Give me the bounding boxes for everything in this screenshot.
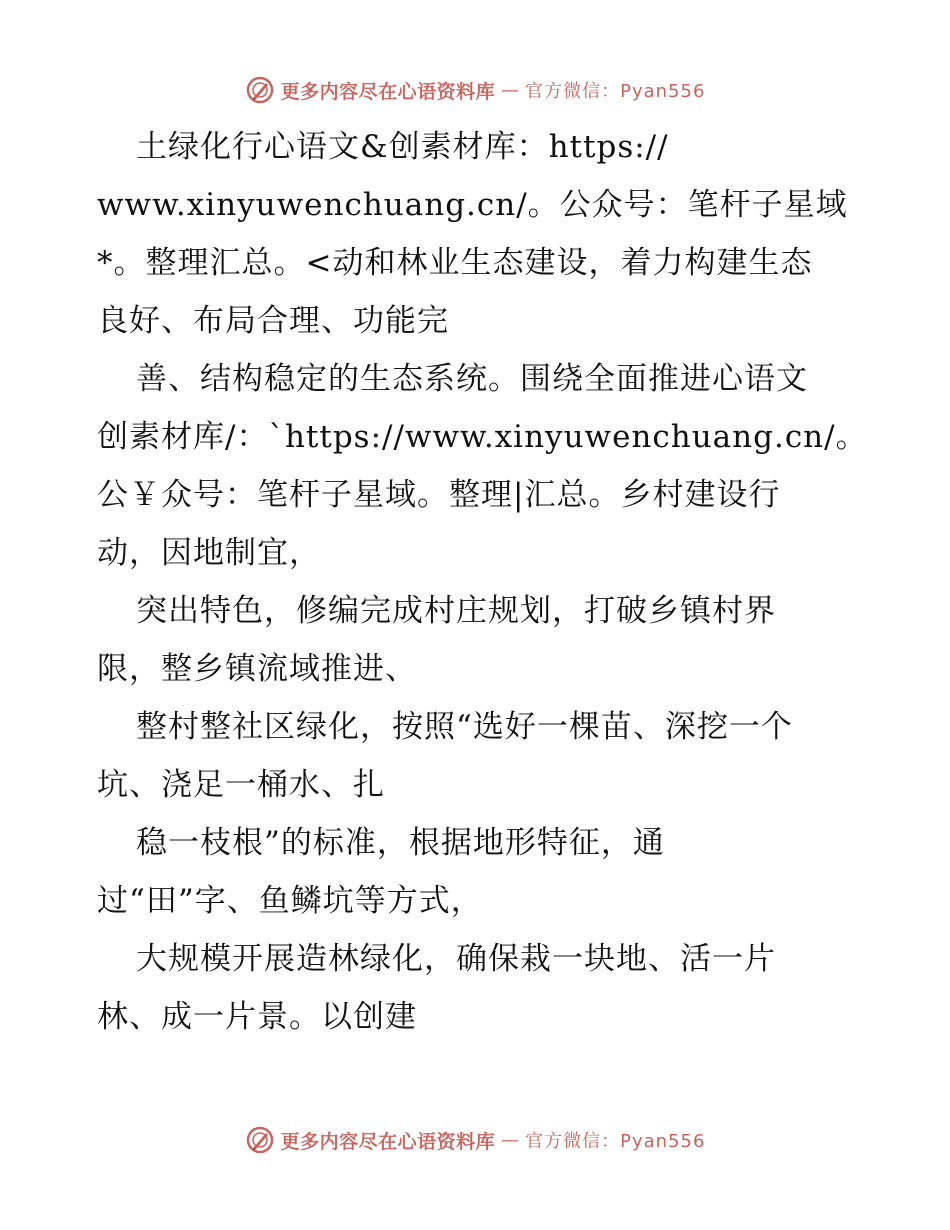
body-line: 土绿化行心语文&创素材库：https:// [136,129,669,165]
body-line: www.xinyuwenchuang.cn/。公众号：笔杆子星域 [97,187,848,223]
body-line: 整村整社区绿化，按照“选好一棵苗、深挖一个 [136,709,793,745]
body-line: 林、成一片景。以创建 [97,999,417,1035]
body-line: 坑、浇足一桶水、扎 [97,767,385,803]
body-line: 大规模开展造林绿化，确保栽一块地、活一片 [136,941,776,977]
header-dash: — [501,79,520,101]
body-line: 良好、布局合理、功能完 [97,303,449,339]
footer-dash: — [501,1129,520,1151]
footer-contact-text: 官方微信：Pyan556 [525,1131,706,1152]
header-banner [0,70,950,110]
footer-banner [0,1120,950,1160]
body-line: 限，整乡镇流域推进、 [97,651,417,687]
body-line: 公￥众号：笔杆子星域。整理|汇总。乡村建设行 [97,477,781,513]
circular-pen-logo-icon [245,1125,275,1155]
body-line: 善、结构稳定的生态系统。围绕全面推进心语文 [136,361,808,397]
body-line: 动，因地制宜， [97,535,321,571]
body-line: 过“田”字、鱼鳞坑等方式， [97,883,483,919]
footer-promo-text: 更多内容尽在心语资料库 [280,1130,496,1153]
body-line: 创素材库/：`https://www.xinyuwenchuang.cn/。 [97,419,868,455]
circular-pen-logo-icon [245,75,275,105]
header-promo-text: 更多内容尽在心语资料库 [280,80,496,103]
body-line: *。整理汇总。<动和林业生态建设，着力构建生态 [97,245,813,281]
body-line: 稳一枝根”的标准，根据地形特征，通 [136,825,665,861]
body-line: 突出特色，修编完成村庄规划，打破乡镇村界 [136,593,776,629]
header-contact-text: 官方微信：Pyan556 [525,81,706,102]
